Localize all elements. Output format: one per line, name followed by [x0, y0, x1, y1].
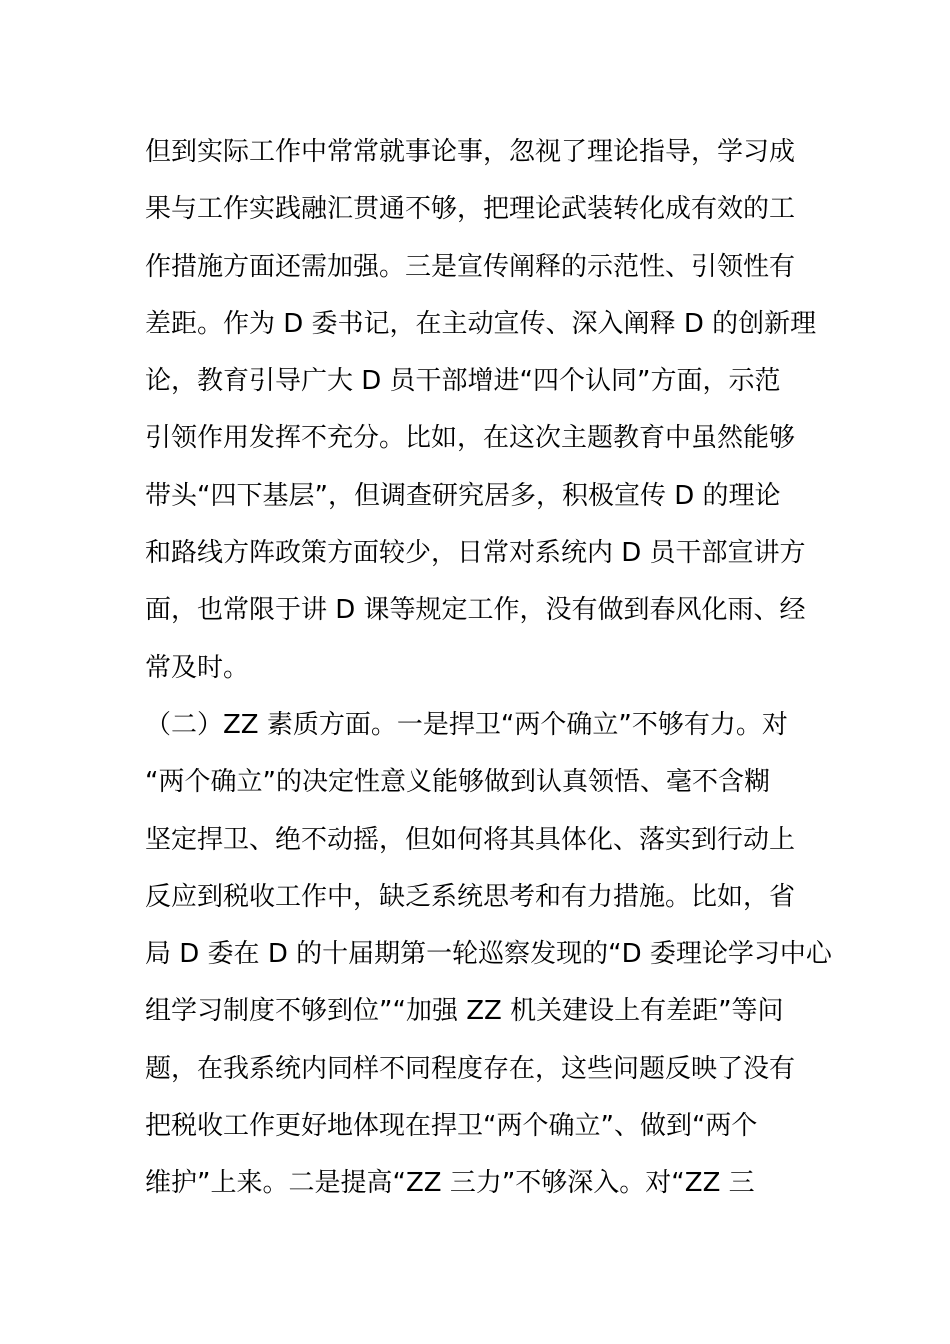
- text-line: 论，教育引导广大 D 员干部增进“四个认同”方面，示范: [145, 366, 781, 397]
- text-line: 但到实际工作中常常就事论事，忽视了理论指导，学习成: [145, 137, 796, 167]
- text-line: 面，也常限于讲 D 课等规定工作，没有做到春风化雨、经: [145, 595, 806, 626]
- text-line: 坚定捍卫、绝不动摇，但如何将其具体化、落实到行动上: [145, 824, 796, 855]
- text-line: 果与工作实践融汇贯通不够，把理论武装转化成有效的工: [145, 194, 796, 225]
- text-line: 反应到税收工作中，缺乏系统思考和有力措施。比如，省: [145, 881, 796, 912]
- text-line: 作措施方面还需加强。三是宣传阐释的示范性、引领性有: [145, 251, 796, 282]
- text-line: 和路线方阵政策方面较少，日常对系统内 D 员干部宣讲方: [145, 538, 806, 569]
- text-line: 局 D 委在 D 的十届期第一轮巡察发现的“D 委理论学习中心: [145, 939, 832, 970]
- text-line: 题，在我系统内同样不同程度存在，这些问题反映了没有: [145, 1053, 796, 1084]
- text-line: 引领作用发挥不充分。比如，在这次主题教育中虽然能够: [145, 423, 796, 454]
- text-line: 常及时。: [145, 652, 250, 683]
- text-line: 维护”上来。二是提高“ZZ 三力”不够深入。对“ZZ 三: [145, 1168, 755, 1199]
- text-line: 差距。作为 D 委书记，在主动宣传、深入阐释 D 的创新理: [145, 308, 817, 339]
- document-body: [145, 124, 832, 1213]
- text-line: 组学习制度不够到位”“加强 ZZ 机关建设上有差距”等问: [145, 996, 784, 1027]
- text-line: “两个确立”的决定性意义能够做到认真领悟、毫不含糊: [145, 767, 770, 798]
- text-line: 把税收工作更好地体现在捍卫“两个确立”、做到“两个: [145, 1111, 758, 1142]
- section-heading-line: （二）ZZ 素质方面。一是捍卫“两个确立”不够有力。对: [145, 709, 788, 740]
- text-line: 带头“四下基层”，但调查研究居多，积极宣传 D 的理论: [145, 480, 781, 511]
